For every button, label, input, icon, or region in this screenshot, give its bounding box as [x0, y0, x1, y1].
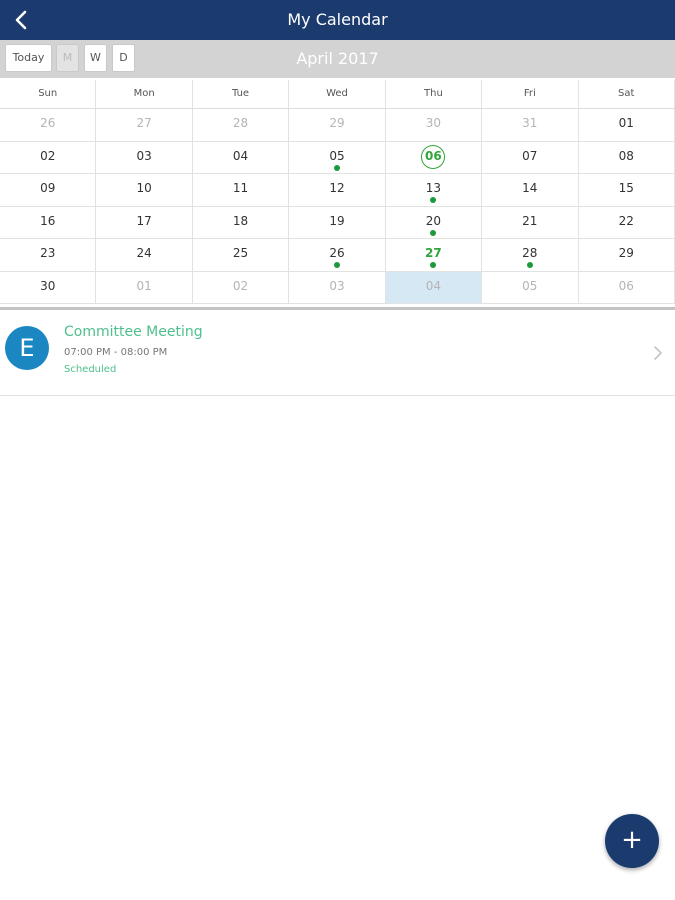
day-number: 29 — [329, 116, 345, 130]
calendar-day-cell[interactable] — [193, 142, 289, 175]
day-number: 10 — [136, 181, 152, 195]
calendar-day-cell[interactable] — [193, 272, 289, 305]
calendar-day-cell[interactable] — [0, 142, 96, 175]
day-number: 02 — [232, 278, 249, 293]
day-number: 27 — [425, 246, 442, 260]
calendar-day-cell[interactable] — [96, 174, 192, 207]
event-dot — [527, 262, 533, 268]
day-number: 03 — [136, 148, 152, 163]
calendar-day-cell[interactable] — [193, 174, 289, 207]
calendar-day-cell[interactable] — [289, 207, 385, 240]
day-number: 24 — [136, 246, 152, 260]
calendar-day-cell[interactable] — [579, 174, 675, 207]
calendar-day-cell[interactable] — [289, 109, 385, 142]
day-number: 06 — [425, 148, 442, 163]
event-status: Scheduled — [64, 364, 117, 375]
calendar-day-cell[interactable] — [96, 142, 192, 175]
calendar-day-cell[interactable] — [289, 272, 385, 305]
calendar-day-cell[interactable] — [0, 207, 96, 240]
day-number: 26 — [40, 116, 56, 130]
day-number: 15 — [618, 181, 634, 195]
day-number: 26 — [329, 246, 345, 260]
event-dot — [334, 262, 340, 268]
day-number: 16 — [40, 213, 56, 228]
current-month-label: April 2017 — [296, 49, 379, 68]
calendar-day-cell[interactable] — [579, 207, 675, 240]
weekday-label: Thu — [386, 80, 482, 109]
day-number: 14 — [522, 181, 538, 195]
weekday-label: Fri — [482, 80, 578, 109]
calendar-day-cell[interactable] — [579, 239, 675, 272]
day-number: 23 — [40, 246, 56, 260]
weekday-label: Tue — [193, 80, 289, 109]
calendar-toolbar — [0, 40, 675, 78]
calendar-day-cell[interactable] — [96, 272, 192, 305]
weekday-label: Sat — [579, 80, 675, 109]
today-button[interactable]: Today — [5, 44, 52, 72]
calendar-day-cell[interactable] — [0, 239, 96, 272]
event-list-item[interactable] — [0, 311, 675, 396]
calendar-day-cell[interactable] — [579, 109, 675, 142]
calendar-divider — [0, 307, 675, 310]
day-number: 01 — [136, 278, 152, 293]
week-view-button[interactable]: W — [84, 44, 107, 72]
calendar-day-cell[interactable] — [386, 174, 482, 207]
day-number: 19 — [329, 213, 345, 228]
calendar-grid — [0, 109, 675, 304]
day-number: 31 — [522, 116, 538, 130]
calendar-day-cell[interactable] — [579, 272, 675, 305]
top-app-bar — [0, 0, 675, 40]
day-number: 07 — [522, 148, 538, 163]
add-event-button[interactable]: + — [605, 814, 659, 868]
day-number: 25 — [232, 246, 249, 260]
day-number: 06 — [618, 278, 634, 293]
day-number: 22 — [618, 213, 634, 228]
calendar-day-cell[interactable] — [289, 142, 385, 175]
calendar-day-cell[interactable] — [96, 109, 192, 142]
day-number: 01 — [618, 116, 634, 130]
calendar-day-cell[interactable] — [0, 109, 96, 142]
calendar-day-cell[interactable] — [289, 174, 385, 207]
event-title: Committee Meeting — [64, 324, 203, 340]
event-time: 07:00 PM - 08:00 PM — [64, 347, 168, 358]
calendar-day-cell[interactable] — [482, 239, 578, 272]
weekday-header — [0, 80, 675, 109]
calendar-day-cell[interactable] — [386, 239, 482, 272]
calendar-day-cell[interactable] — [0, 174, 96, 207]
calendar-day-cell[interactable] — [482, 109, 578, 142]
day-view-button[interactable]: D — [112, 44, 135, 72]
calendar-day-cell[interactable] — [193, 207, 289, 240]
calendar-day-cell[interactable] — [0, 272, 96, 305]
day-number: 13 — [425, 181, 442, 195]
day-number: 05 — [329, 148, 345, 163]
event-dot — [430, 197, 436, 203]
weekday-label: Wed — [289, 80, 385, 109]
month-calendar — [0, 80, 675, 308]
event-dot — [334, 165, 340, 171]
day-number: 05 — [522, 278, 538, 293]
calendar-day-cell[interactable] — [193, 239, 289, 272]
month-view-button[interactable]: M — [56, 44, 79, 72]
day-number: 29 — [618, 246, 634, 260]
day-number: 21 — [522, 213, 538, 228]
calendar-day-cell[interactable] — [482, 174, 578, 207]
day-number: 18 — [232, 213, 249, 228]
day-number: 28 — [232, 116, 249, 130]
chevron-right-icon — [652, 345, 664, 361]
day-number: 28 — [522, 246, 538, 260]
day-number: 03 — [329, 278, 345, 293]
day-number: 30 — [40, 278, 56, 293]
day-number: 04 — [425, 278, 442, 293]
event-dot — [430, 262, 436, 268]
day-number: 04 — [232, 148, 249, 163]
calendar-day-cell[interactable] — [386, 207, 482, 240]
day-number: 17 — [136, 213, 152, 228]
day-number: 11 — [232, 181, 249, 195]
avatar: E — [5, 326, 49, 370]
weekday-label: Mon — [96, 80, 192, 109]
day-number: 08 — [618, 148, 634, 163]
calendar-day-cell[interactable] — [386, 142, 482, 175]
calendar-day-cell[interactable] — [386, 272, 482, 305]
page-title: My Calendar — [287, 10, 388, 29]
day-number: 27 — [136, 116, 152, 130]
calendar-day-cell[interactable] — [482, 142, 578, 175]
day-number: 20 — [425, 213, 442, 228]
weekday-label: Sun — [0, 80, 96, 109]
day-number: 09 — [40, 181, 56, 195]
calendar-day-cell[interactable] — [289, 239, 385, 272]
day-number: 12 — [329, 181, 345, 195]
calendar-day-cell[interactable] — [96, 239, 192, 272]
calendar-day-cell[interactable] — [579, 142, 675, 175]
calendar-day-cell[interactable] — [386, 109, 482, 142]
calendar-day-cell[interactable] — [193, 109, 289, 142]
day-number: 30 — [425, 116, 442, 130]
calendar-day-cell[interactable] — [482, 272, 578, 305]
calendar-day-cell[interactable] — [482, 207, 578, 240]
event-dot — [430, 230, 436, 236]
calendar-day-cell[interactable] — [96, 207, 192, 240]
day-number: 02 — [40, 148, 56, 163]
